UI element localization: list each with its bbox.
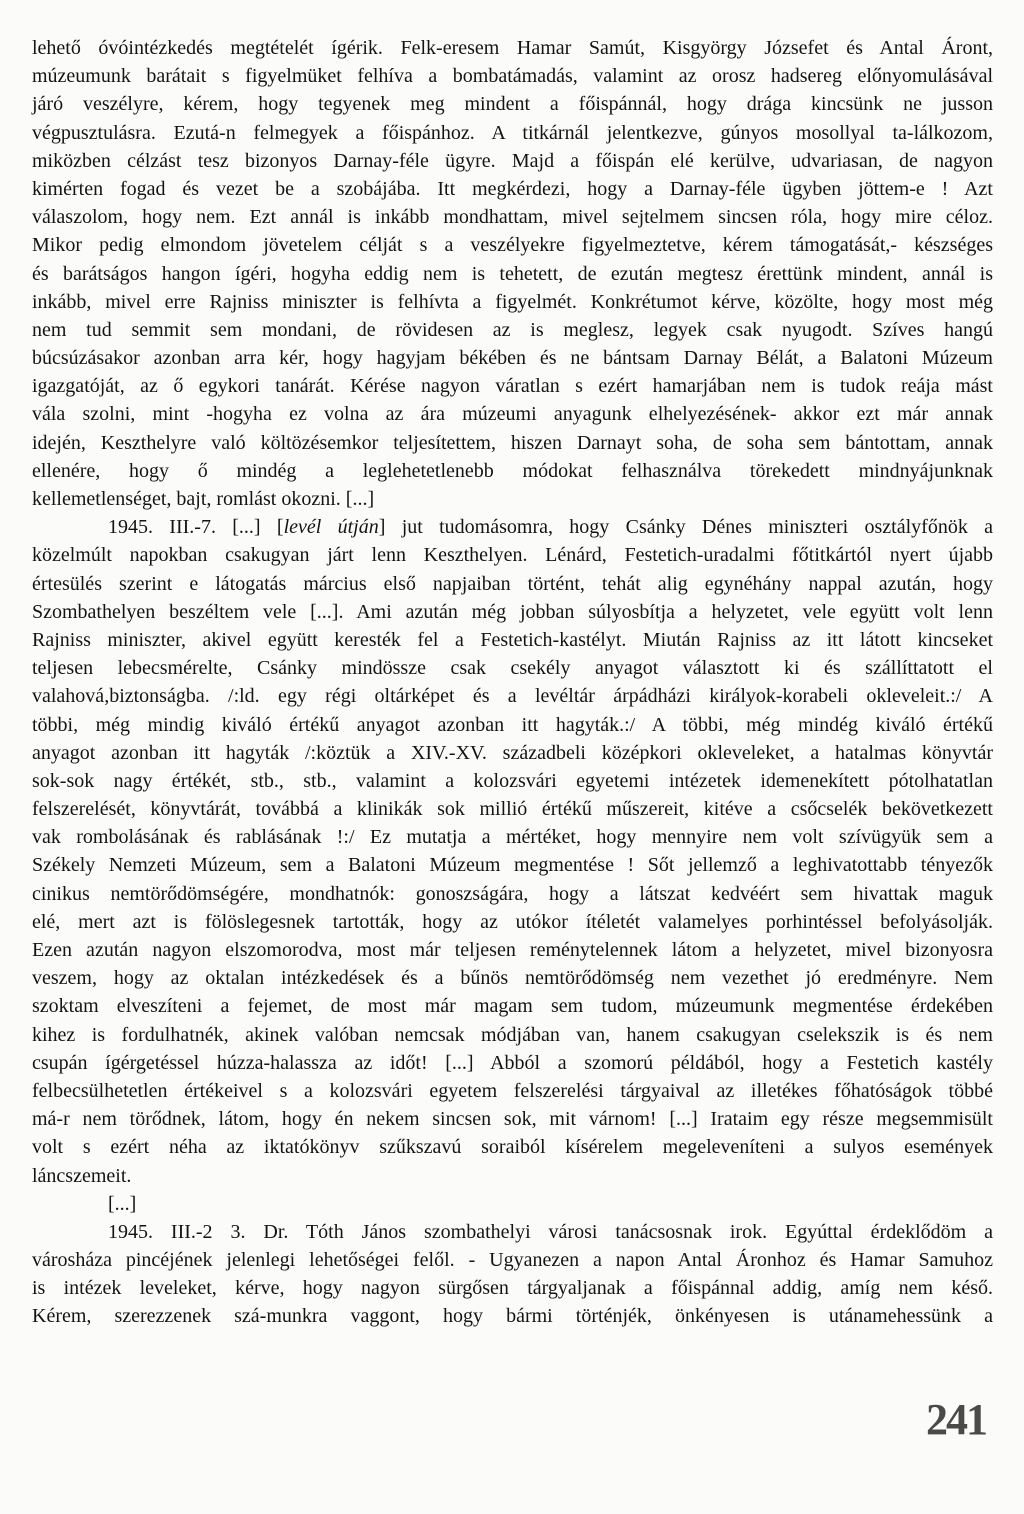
text-line: Szombathelyen beszéltem vele [...]. Ami azután még jobban súlyosbítja a helyzetet, vele együtt volt lenn [32,600,993,623]
text-line: miközben célzást tesz bizonyos Darnay-féle ügyre. Majd a főispán elé kerülve, udvariasan, de nagyon [32,149,993,172]
text-line: inkább, mivel erre Rajniss miniszter is felhívta a figyelmét. Konkrétumot kérve, közölte, hogy most még [32,290,993,313]
entry-1945-03-07 [32,513,993,541]
text-line: felbecsülhetetlen értékeivel s a kolozsvári egyetem felszerelési tárgyaival az illetékes főhatóságok többé [32,1079,993,1102]
text-line: vak rombolásának és rablásának !:/ Ez mutatja a mértéket, hogy mennyire nem volt szívügyük sem a [32,826,993,849]
text-line: cinikus nemtörődömségére, mondhatnók: gonoszságára, hogy a látszat kedvéért sem hivattak maguk [32,882,993,905]
italic-note: levél útján [283,516,379,539]
text-line: vála szolni, mint -hogyha ez volna az ára múzeumi anyagunk elhelyezésének- akkor ezt már annak [32,403,993,426]
text-line: kellemetlenséget, bajt, romlást okozni. [...] [32,488,375,510]
text-line: Mikor pedig elmondom jövetelem célját s a veszélyekre figyelmeztetve, kérem támogatását,- készséges [32,234,993,257]
text-line: búcsúzásakor azonban arra kér, hogy hagyjam békében és ne bántsam Darnay Bélát, a Balatoni Múzeum [32,347,993,370]
text-line: is intézek leveleket, kérve, hogy nagyon sürgősen tárgyaljanak a főispánnal addig, amíg nem késő. [32,1277,993,1300]
text-line: felszerelését, könyvtárát, továbbá a klinikák sok millió értékű műszereit, kitéve a csőcselék bekövetkezett [32,798,993,821]
text-line: veszem, hogy az oktalan intézkedések és a bűnös nemtörődömség nem vezethet jó eredményre. Nem [32,967,993,990]
entry-date-prefix: 1945. III.-7. [...] [ [108,516,284,539]
text-line: csupán ígérgetéssel húzza-halassza az időt! [...] Abból a szomorú példából, hogy a Festetich kastély [32,1051,993,1074]
text-line: többi, még mindig kiváló értékű anyagot azonban itt hagyták.:/ A többi, még mindég kiváló értékű [32,713,993,736]
text-line: ellenére, hogy ő mindég a leglehetetlenebb módokat felhasználva törekedett mindnyájunknak [32,459,993,482]
text-line: Ezen azután nagyon elszomorodva, most már teljesen reménytelennek látom a helyzetet, mivel bizonyosra [32,939,993,961]
text-line: városháza pincéjének jelenlegi lehetőségei felől. - Ugyanezen a napon Antal Áronhoz és Hamar Samuhoz [32,1249,993,1272]
text-line: járó veszélyre, kérem, hogy tegyenek meg mindent a főispánnál, hogy drága kincsünk ne jusson [32,93,993,116]
text-line: idején, Keszthelyre való költözésemkor teljesítettem, hiszen Darnayt soha, de soha sem bántottam, annak [32,431,993,454]
text-line: valahová,biztonságba. /:ld. egy régi oltárképet és a levéltár árpádházi királyok-korabeli okleveleit.:/ A [32,685,993,708]
entry-text: ] jut tudomásomra, hogy Csánky Dénes miniszteri osztályfőnök a [378,516,994,539]
text-line: múzeumunk barátait s figyelmüket felhíva a bombatámadás, valamint az orosz hadsereg előnyomulásával [32,65,993,88]
text-line: lehető óvóintézkedés megtételét ígérik. Felk-eresem Hamar Samút, Kisgyörgy Józsefet és Antal Áront, [32,37,993,59]
body-text [32,34,993,1331]
text-line: Rajniss miniszter, akivel együtt keresték fel a Festetich-kastélyt. Miután Rajniss az itt látott kincseket [32,628,993,651]
text-line: igazgatóját, az ő egykori tanárát. Kérése nagyon váratlan s ezért hamarjában nem is tudok reája mást [32,375,993,398]
text-line: közelmúlt napokban csakugyan járt lenn Keszthelyen. Lénárd, Festetich-uradalmi főtitkártól nyert újabb [32,544,993,567]
text-line: volt s ezért néha az iktatókönyv szűkszavú soraiból kísérelem megeleveníteni a sulyos események [32,1136,993,1159]
text-line: láncszemeit. [32,1164,132,1187]
text-line: Székely Nemzeti Múzeum, sem a Balatoni Múzeum megmentése ! Sőt jellemző a leghivatottabb tényezők [32,854,993,877]
page-number: 241 [926,1395,986,1444]
text-line: nem tud semmit sem mondani, de rövidesen az is meglesz, legyek csak nyugodt. Szíves hangú [32,318,993,341]
text-line: sok-sok nagy értékét, stb., stb., valamint a kolozsvári egyetemi intézetek idemenekített pótolhatatlan [32,769,993,792]
text-line: anyagot azonban itt hagyták /:köztük a XIV.-XV. századbeli középkori okleveleket, a hatalmas könyvtár [32,741,993,764]
text-line: végpusztulásra. Ezutá-n felmegyek a főispánhoz. A titkárnál jelentkezve, gúnyos mosollyal ta-lálkozom, [32,121,993,144]
text-line: elé, mert azt is fölöslegesnek tartották, hogy az utókor ítéletét valamelyes porhintéssel befolyásolják. [32,910,993,933]
text-line: Kérem, szerezzenek szá-munkra vaggont, hogy bármi történjék, önkényesen is utánamehessünk a [32,1305,993,1328]
text-line: értesülés szerint e látogatás március első napjaiban történt, tehát alig egynéhány nappal azután, hogy [32,572,993,595]
text-line: kimérten fogad és vezet be a szobájába. Itt megkérdezi, hogy a Darnay-féle ügyben jöttem-e ! Azt [32,177,993,200]
entry-1945-03-23: 1945. III.-2 3. Dr. Tóth János szombathelyi városi tanácsosnak irok. Egyúttal érdeklődöm a [108,1220,993,1243]
text-line: má-r nem törődnek, látom, hogy én nekem sincsen sok, mit várnom! [...] Irataim egy része megsemmisült [32,1108,993,1131]
text-line: kihez is fordulhatnék, akinek valóban nemcsak módjában van, hanem csakugyan cselekszik is és nem [32,1023,993,1046]
text-line: és barátságos hangon ígéri, hogyha eddig nem is tehetett, de ezután megtesz érettünk mindent, annál is [32,262,993,285]
text-line: teljesen lebecsmérelte, Csánky mindössze csak csekély anyagot választott ki és szállíttatott el [32,657,993,680]
text-line: szoktam elveszíteni a fejemet, de most már magam sem tudom, múzeumunk megmentése érdekében [32,995,993,1018]
text-line: válaszolom, hogy nem. Ezt annál is inkább mondhattam, mivel sejtelmem sincsen róla, hogy mire céloz. [32,206,993,229]
omission-marker: [...] [108,1192,137,1215]
